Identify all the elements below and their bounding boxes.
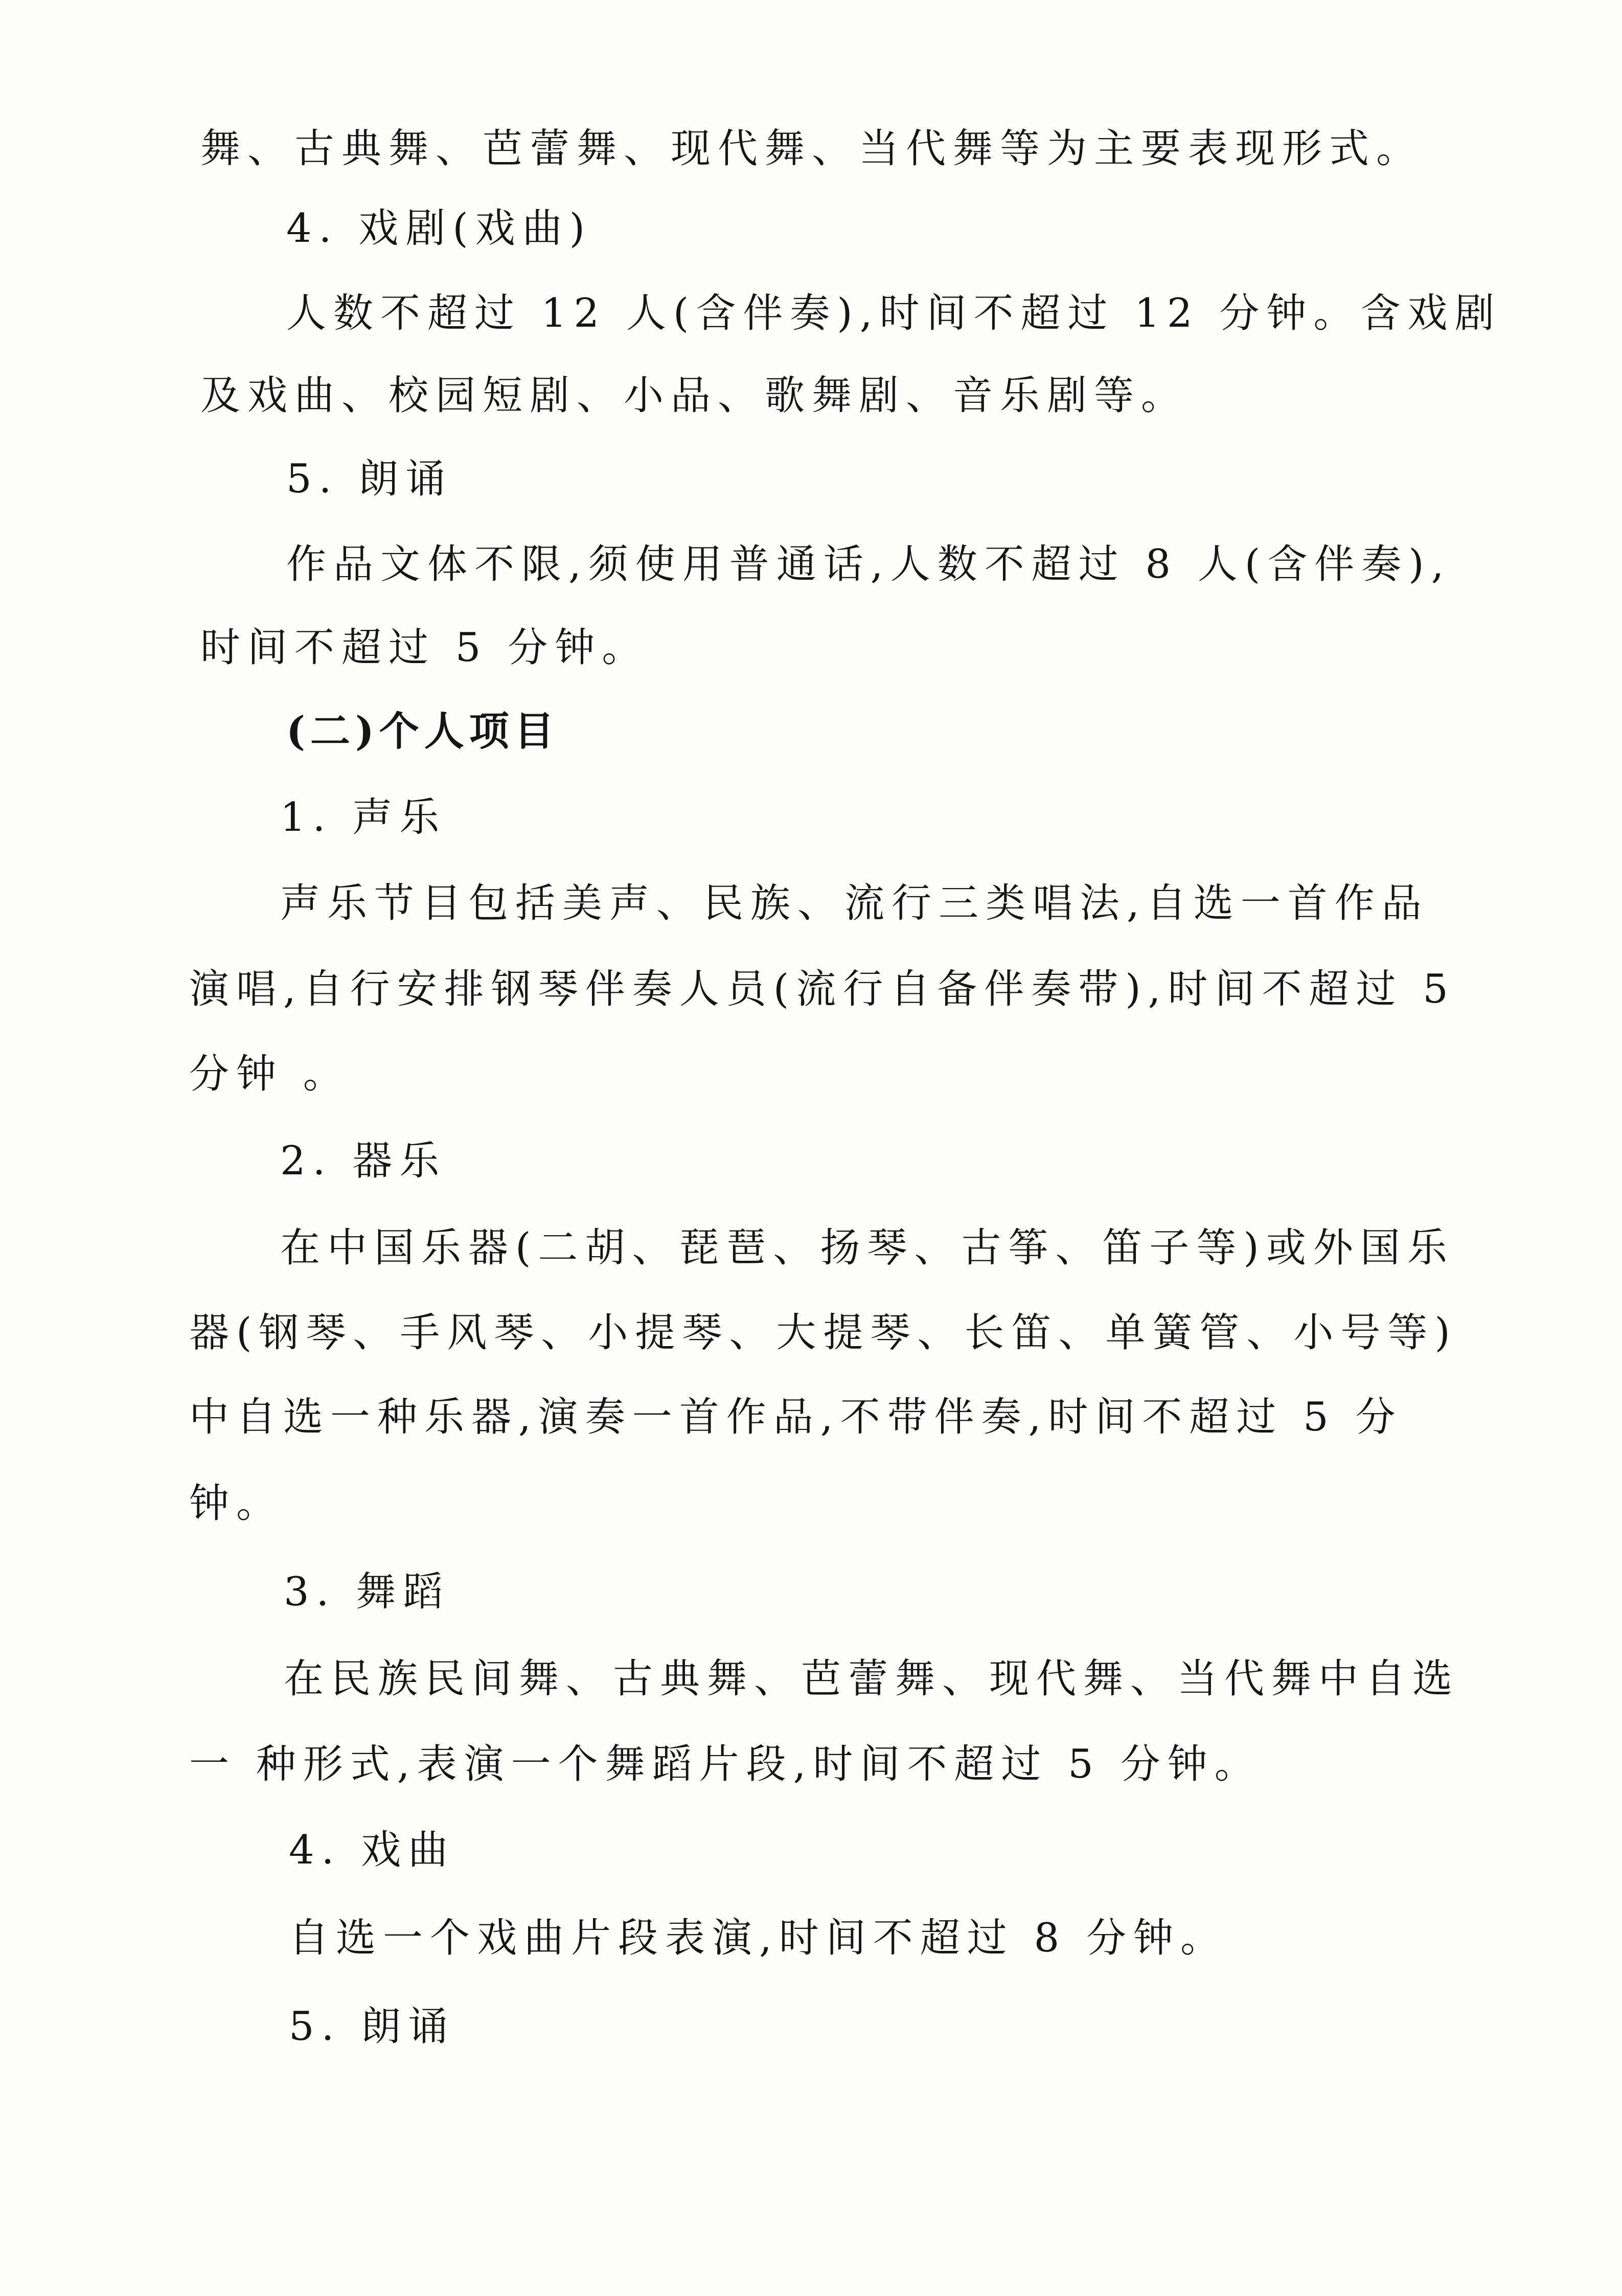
text-line: 自选一个戏曲片段表演,时间不超过 8 分钟。 xyxy=(289,1915,1228,1961)
text-line: 器(钢琴、手风琴、小提琴、大提琴、长笛、单簧管、小号等) xyxy=(189,1310,1457,1356)
text-line: 分钟 。 xyxy=(189,1051,350,1097)
item-heading: 5. 朗诵 xyxy=(289,2004,455,2050)
item-heading: 4. 戏曲 xyxy=(289,1827,455,1873)
item-heading: 1. 声乐 xyxy=(280,794,447,840)
section-heading: (二)个人项目 xyxy=(286,708,559,755)
text-line: 舞、古典舞、芭蕾舞、现代舞、当代舞等为主要表现形式。 xyxy=(200,126,1424,172)
item-heading: 2. 器乐 xyxy=(280,1138,447,1184)
text-line: 作品文体不限,须使用普通话,人数不超过 8 人(含伴奏), xyxy=(286,541,1451,587)
text-line: 在中国乐器(二胡、琵琶、扬琴、古筝、笛子等)或外国乐 xyxy=(280,1225,1454,1271)
text-line: 人数不超过 12 人(含伴奏),时间不超过 12 分钟。含戏剧 xyxy=(286,290,1502,336)
text-line: 时间不超过 5 分钟。 xyxy=(200,625,649,671)
text-line: 及戏曲、校园短剧、小品、歌舞剧、音乐剧等。 xyxy=(200,373,1189,419)
text-line: 在民族民间舞、古典舞、芭蕾舞、现代舞、当代舞中自选 xyxy=(284,1656,1460,1702)
text-line: 演唱,自行安排钢琴伴奏人员(流行自备伴奏带),时间不超过 5 xyxy=(189,966,1455,1012)
item-heading: 5. 朗诵 xyxy=(286,456,453,502)
text-line: 中自选一种乐器,演奏一首作品,不带伴奏,时间不超过 5 分 xyxy=(189,1394,1403,1440)
text-line: 声乐节目包括美声、民族、流行三类唱法,自选一首作品 xyxy=(280,880,1429,926)
item-heading: 4. 戏剧(戏曲) xyxy=(286,206,592,252)
item-heading: 3. 舞蹈 xyxy=(284,1569,450,1615)
text-line: 一 种形式,表演一个舞蹈片段,时间不超过 5 分钟。 xyxy=(189,1741,1262,1787)
text-line: 钟。 xyxy=(189,1481,284,1527)
